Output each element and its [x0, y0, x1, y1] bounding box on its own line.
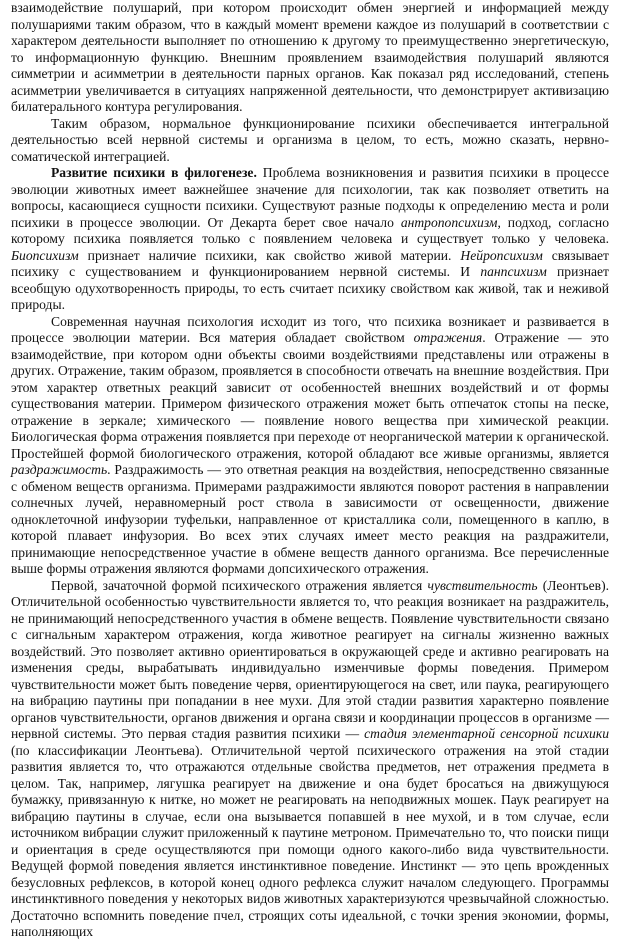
- term-italic: раздражимость: [11, 462, 108, 477]
- paragraph-text: , подход, согласно которому психика появляется только с появлением человека и существует только у человека.: [11, 214, 609, 246]
- paragraph-reflection: [11, 314, 609, 578]
- paragraph-text: признает всеобщую одухотворенность природы, то есть считает психику свойством как живой, так и неживой природы.: [11, 264, 609, 312]
- paragraph-text: Современная научная психология исходит из того, что психика возникает и развивается в процессе эволюции материи. Вся материя обладает свойством: [11, 313, 609, 345]
- paragraph-text: (Леонтьев). Отличительной особенностью чувствительности является то, что реакция возникает на раздражитель, не принимающий непосредственного участия в обмене веществ. Появление чувствительности связано с сигнальным характером отражения, когда животное реагирует на сигналы жизненно важных воздействий. Это позволяет активно ориентироваться в окружающей среде и активно реагировать на изменения среды, вырабатывать индивидуально изменчивые формы поведения. Примером чувствительности может быть поведение червя, ориентирующегося на свет, или паука, реагирующего на вибрацию паутины при попадании в нее мухи. Для этой стадии развития характерно появление органов чувствительности, органов движения и органа связи и координации процессов в организме — нервной системы. Это первая стадия развития психики —: [11, 577, 609, 741]
- paragraph-text: взаимодействие полушарий, при котором происходит обмен энергией и информацией между полушариями таким образом, что в каждый момент времени каждое из полушарий в соответствии с характером деятельности выполняет по отношению к другому то преимущественно энергетическую, то информационную функцию. Внешним проявлением взаимодействия полушарий являются симметрии и асимметрии в деятельности парных органов. Как показал ряд исследований, степень асимметрии увеличивается в ситуациях напряженной деятельности, что демонстрирует активизацию билатерального контура регулирования.: [11, 0, 609, 114]
- paragraph-phylogenesis: [11, 165, 609, 314]
- paragraph-text: Таким образом, нормальное функционирование психики обеспечивается интегральной деятельностью всей нервной системы и организма в целом, то есть, можно сказать, нервно-соматической интеграцией.: [11, 115, 609, 164]
- term-italic: отражения: [413, 330, 483, 345]
- term-italic: чувствительность: [427, 577, 538, 593]
- section-heading: Развитие психики в филогенезе.: [51, 165, 257, 180]
- paragraph-text: Проблема возникновения и развития психики в процессе эволюции животных имеет важнейшее значение для психологии, так как позволяет ответить на вопросы, касающиеся сущности психики. Существуют разные подходы к определению места и роли психики в процессе эволюции. От Декарта берет свое начало: [11, 165, 609, 230]
- paragraph-text: Первой, зачаточной формой психического отражения является: [51, 577, 428, 593]
- paragraph-text: признает наличие психики, как свойство живой материи.: [78, 247, 461, 263]
- term-italic: антропопсихизм: [400, 214, 498, 230]
- term-italic: Биопсихизм: [11, 247, 79, 263]
- paragraph-sensitivity: [11, 578, 609, 941]
- paragraph-text: . Отражение — это взаимодействие, при котором одни объекты своими воздействиями представлены или отражены в других. Отражение, таким образом, проявляется в способности отвечать на внешние воздействия. При этом характер ответных реакций зависит от особенностей внешних воздействий и от формы существования материи. Примером физического отражения может быть отпечаток стопы на песке, отражение в зеркале; химического — появление нового вещества при химической реакции. Биологическая форма отражения появляется при переходе от неорганической материи к органической. Простейшей формой биологического отражения, которой обладают все живые организмы, является: [11, 330, 609, 461]
- paragraph-psyche-functioning: [11, 116, 609, 166]
- term-italic: панпсихизм: [480, 264, 547, 279]
- term-italic: Нейропсихизм: [460, 247, 543, 263]
- paragraph-text: . Раздражимость — это ответная реакция на воздействия, непосредственно связанные с обменом веществ организма. Примерами раздражимости являются поворот растения в направлении солнечных лучей, неравномерный рост ствола в зависимости от освещенности, движение одноклеточной инфузории туфельки, направленное от кристаллика соли, помещенного в каплю, в которой плавает инфузория. Во всех этих случаях имеет место реакция на раздражители, принимающие непосредственное участие в обмене веществ данного организма. Все перечисленные выше формы отражения являются формами допсихического отражения.: [11, 462, 609, 576]
- paragraph-hemisphere-interaction: [11, 0, 609, 116]
- paragraph-text: (по классификации Леонтьева). Отличительной чертой психического отражения на этой стадии развития является то, что отражаются отдельные свойства предметов, нет отражения предмета в целом. Так, например, лягушка реагирует на движение и она будет бросаться на движущуюся бумажку, привязанную к нитке, но может не реагировать на неподвижных мошек. Паук реагирует на вибрацию паутины в случае, если она вызывается попавшей в нее мухой, и в том случае, если источником вибрации служит приложенный к паутине метроном. Примечательно то, что поиски пищи и ориентация в среде осуществляются при помощи одного какого-либо вида чувствительности. Ведущей формой поведения является инстинктивное поведение. Инстинкт — это цепь врожденных безусловных рефлексов, в которой конец одного рефлекса служит началом следующего. Программы инстинктивного поведения у некоторых видов животных характеризуются чрезвычайной сложностью. Достаточно вспомнить поведение пчел, строящих соты идеальной, с точки зрения экономии, формы, наполняющих: [11, 742, 609, 939]
- term-italic: стадия элементарной сенсорной психики: [364, 726, 610, 741]
- paragraph-text: связывает психику с существованием и функционированием нервной системы. И: [11, 247, 609, 279]
